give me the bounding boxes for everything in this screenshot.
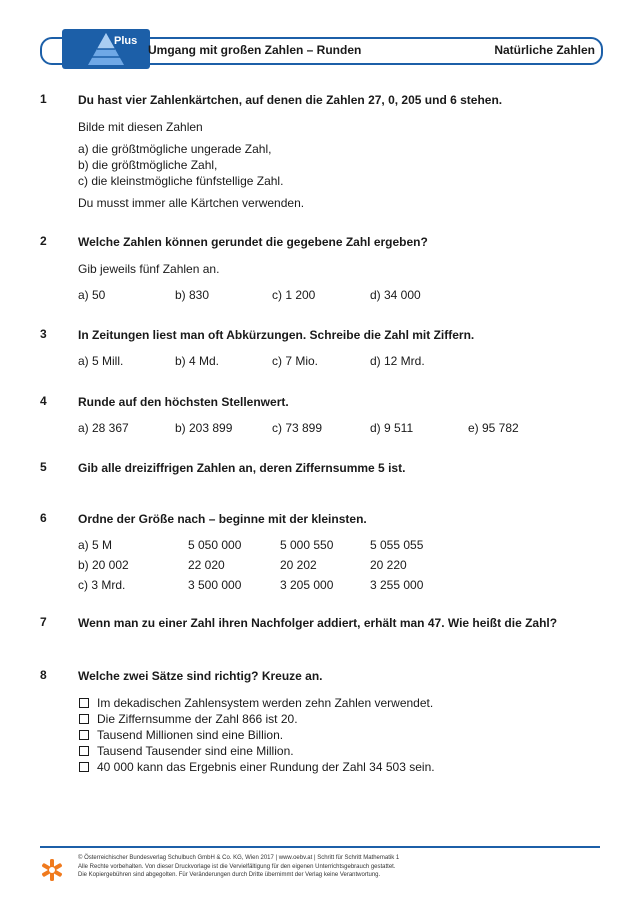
task-question: Wenn man zu einer Zahl ihren Nachfolger addiert, erhält man 47. Wie heißt die Zahl?: [78, 616, 558, 630]
checkbox[interactable]: [79, 746, 89, 756]
task-7: [40, 615, 600, 631]
page-topic: Natürliche Zahlen: [494, 43, 595, 57]
task-8: [40, 668, 600, 775]
checkbox-list: [78, 695, 600, 775]
task-1: [40, 92, 600, 211]
task-question: Welche zwei Sätze sind richtig? Kreuze an.: [78, 669, 323, 683]
task-3: [40, 327, 600, 369]
task-number: 5: [40, 460, 47, 474]
footer-line: Die Kopiergebühren sind abgegolten. Für Veränderungen durch Dritte übernimmt der Verlag keine Verantwortung.: [78, 872, 381, 879]
footer-copyright: [78, 854, 598, 880]
option: e) 95 782: [468, 421, 519, 435]
checkbox-label: Tausend Tausender sind eine Million.: [97, 744, 294, 758]
option: d) 9 511: [370, 421, 414, 435]
checkbox-item: [78, 727, 600, 743]
grid-cell: 3 205 000: [280, 578, 334, 592]
task-number: 8: [40, 668, 47, 682]
task-question: Ordne der Größe nach – beginne mit der kleinsten.: [78, 512, 367, 526]
list-item: c) die kleinstmögliche fünfstellige Zahl.: [78, 174, 284, 188]
grid-cell: 5 000 550: [280, 538, 334, 552]
checkbox-label: 40 000 kann das Ergebnis einer Rundung der Zahl 34 503 sein.: [97, 760, 435, 774]
grid-row: [78, 577, 600, 597]
option-row: [78, 420, 600, 436]
task-body: [78, 261, 600, 303]
page-title: Umgang mit großen Zahlen – Runden: [148, 43, 362, 57]
task-body: [78, 353, 600, 369]
grid-cell: 5 050 000: [188, 538, 242, 552]
task-note: Du musst immer alle Kärtchen verwenden.: [78, 196, 305, 210]
task-number: 2: [40, 234, 47, 248]
task-4: [40, 394, 600, 436]
grid-cell: a) 5 M: [78, 538, 113, 552]
ordering-grid: [78, 537, 600, 597]
exercise-sheet: [40, 92, 600, 775]
grid-cell: 5 055 055: [370, 538, 424, 552]
task-2: [40, 234, 600, 303]
checkbox-item: [78, 695, 600, 711]
task-question: Welche Zahlen können gerundet die gegebene Zahl ergeben?: [78, 235, 428, 249]
task-number: 3: [40, 327, 47, 341]
task-intro: Bilde mit diesen Zahlen: [78, 120, 203, 134]
checkbox[interactable]: [79, 762, 89, 772]
task-number: 7: [40, 615, 47, 629]
task-5: [40, 460, 600, 476]
grid-cell: b) 20 002: [78, 558, 129, 572]
task-number: 1: [40, 92, 47, 106]
task-question: Runde auf den höchsten Stellenwert.: [78, 395, 289, 409]
task-question: Gib alle dreiziffrigen Zahlen an, deren Ziffernsumme 5 ist.: [78, 461, 406, 475]
option: a) 50: [78, 288, 106, 302]
grid-cell: 3 255 000: [370, 578, 424, 592]
grid-cell: c) 3 Mrd.: [78, 578, 126, 592]
footer-rule: [40, 846, 600, 848]
option: a) 28 367: [78, 421, 129, 435]
task-intro: Gib jeweils fünf Zahlen an.: [78, 262, 220, 276]
option-row: [78, 287, 600, 303]
footer-line: © Österreichischer Bundesverlag Schulbuch GmbH & Co. KG, Wien 2017 | www.oebv.at | Schritt für Schritt Mathematik 1: [78, 855, 400, 861]
checkbox-label: Tausend Millionen sind eine Billion.: [97, 728, 284, 742]
grid-cell: 22 020: [188, 558, 225, 572]
task-body: [78, 420, 600, 436]
checkbox-label: Im dekadischen Zahlensystem werden zehn Zahlen verwendet.: [97, 696, 434, 710]
task-question: In Zeitungen liest man oft Abkürzungen. Schreibe die Zahl mit Ziffern.: [78, 328, 475, 342]
option: c) 73 899: [272, 421, 323, 435]
checkbox[interactable]: [79, 714, 89, 724]
option: d) 34 000: [370, 288, 421, 302]
checkbox-item: [78, 743, 600, 759]
task-number: 4: [40, 394, 47, 408]
task-number: 6: [40, 511, 47, 525]
grid-cell: 3 500 000: [188, 578, 242, 592]
checkbox[interactable]: [79, 698, 89, 708]
checkbox[interactable]: [79, 730, 89, 740]
grid-cell: 20 202: [280, 558, 317, 572]
plus-logo: [62, 29, 150, 69]
option: b) 830: [175, 288, 210, 302]
plus-logo-text: Plus: [114, 35, 138, 47]
task-body: [78, 119, 600, 211]
option: c) 7 Mio.: [272, 354, 319, 368]
task-6: [40, 511, 600, 597]
option: b) 4 Md.: [175, 354, 220, 368]
option: b) 203 899: [175, 421, 233, 435]
option: d) 12 Mrd.: [370, 354, 425, 368]
list-item: a) die größtmögliche ungerade Zahl,: [78, 142, 272, 156]
option: c) 1 200: [272, 288, 316, 302]
checkbox-item: [78, 759, 600, 775]
publisher-star-icon: [40, 858, 64, 882]
grid-row: [78, 537, 600, 557]
checkbox-label: Die Ziffernsumme der Zahl 866 ist 20.: [97, 712, 298, 726]
option: a) 5 Mill.: [78, 354, 124, 368]
page-header: [40, 35, 603, 65]
list-item: b) die größtmögliche Zahl,: [78, 158, 218, 172]
task-question: Du hast vier Zahlenkärtchen, auf denen die Zahlen 27, 0, 205 und 6 stehen.: [78, 93, 503, 107]
option-row: [78, 353, 600, 369]
footer-line: Alle Rechte vorbehalten. Von dieser Druckvorlage ist die Vervielfältigung für den eigenen Unterrichtsgebrauch gestattet.: [78, 863, 396, 870]
grid-row: [78, 557, 600, 577]
grid-cell: 20 220: [370, 558, 407, 572]
checkbox-item: [78, 711, 600, 727]
